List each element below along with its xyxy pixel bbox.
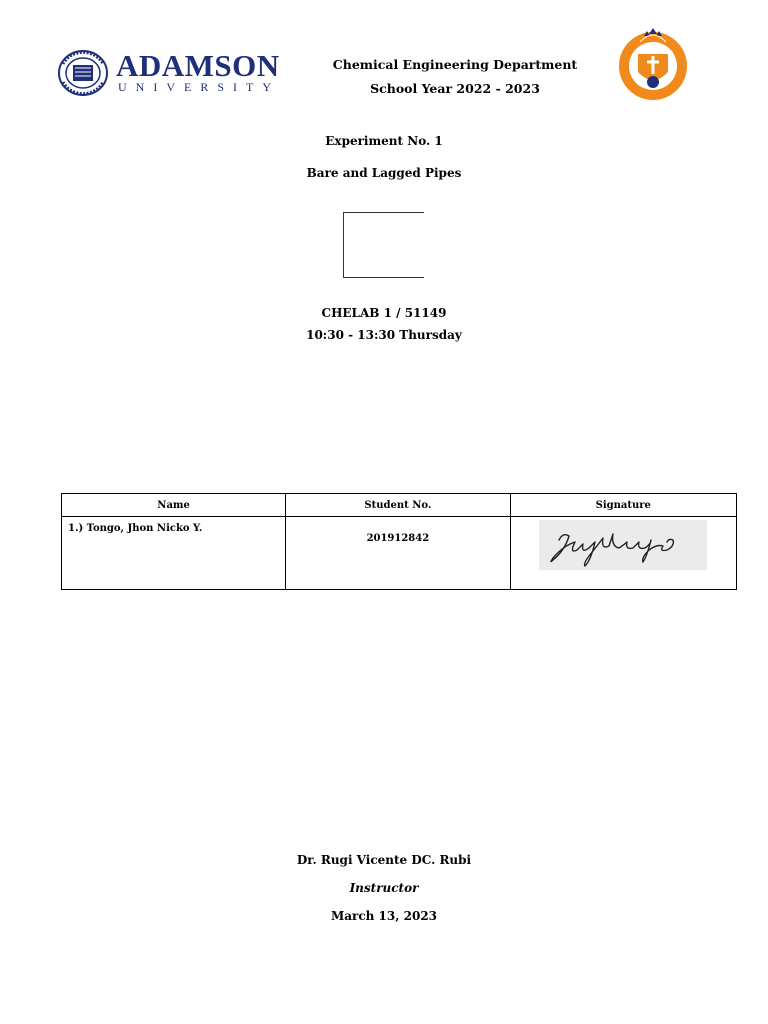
signature-cell (510, 517, 736, 590)
table-header-row (62, 494, 737, 517)
signature-scribble (539, 520, 707, 570)
signature-image (539, 520, 707, 570)
column-header-student-no: Student No. (286, 494, 510, 517)
course-code: CHELAB 1 / 51149 (321, 306, 447, 320)
university-seal-icon (58, 50, 108, 96)
student-name: 1.) Tongo, Jhon Nicko Y. (68, 523, 203, 534)
submission-date: March 13, 2023 (330, 909, 438, 923)
student-name-cell (62, 517, 286, 590)
experiment-number: Experiment No. 1 (325, 134, 443, 148)
student-no-cell (286, 517, 510, 590)
experiment-title: Bare and Lagged Pipes (306, 166, 462, 180)
department-heading: Chemical Engineering Department (332, 57, 578, 72)
photo-placeholder (343, 212, 424, 278)
instructor-role: Instructor (349, 881, 419, 895)
instructor-name: Dr. Rugi Vicente DC. Rubi (296, 853, 472, 867)
table-row (62, 517, 737, 590)
engineering-seal-icon (614, 26, 692, 102)
class-schedule: 10:30 - 13:30 Thursday (306, 328, 462, 342)
logo-subtitle: UNIVERSITY (118, 80, 280, 94)
column-header-signature: Signature (510, 494, 736, 517)
adamson-logo (58, 50, 298, 98)
student-table (61, 493, 737, 590)
school-year: School Year 2022 - 2023 (370, 81, 540, 96)
column-header-name: Name (62, 494, 286, 517)
logo-wordmark: ADAMSON (116, 48, 280, 83)
student-number: 201912842 (366, 533, 430, 544)
